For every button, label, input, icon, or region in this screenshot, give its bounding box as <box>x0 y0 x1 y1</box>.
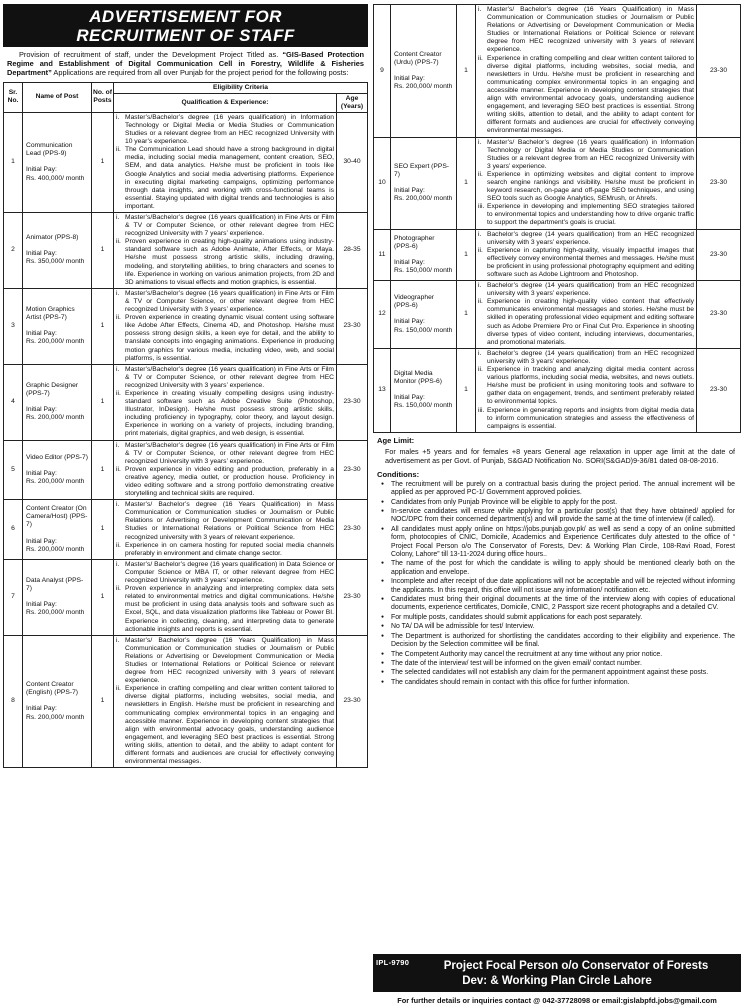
qualification-text: Master’s/Bachelor’s degree (16 years qualification) in Fine Arts or Film & TV or Computer Science, or other relevant degree from HEC recognized University with 3 years’ experience. <box>125 365 334 389</box>
condition-item: ● In-service candidates will ensure while applying for a particular post(s) that they have obtained/ applied for NOC/DPC from their concerned department(s) and will provide the same at the time of interview (if called). <box>381 507 735 525</box>
job-qualifications <box>476 348 697 432</box>
footer-contact: For further details or inquiries contact @ 042-37728098 or email:gislabpfd.jobs@gmail.com <box>397 996 717 1005</box>
job-pay-label: Initial Pay: <box>26 406 57 414</box>
intro-pre: Provision of recruitment of staff, under the Development Project Titled as. <box>19 50 279 59</box>
job-age-range: 23-30 <box>337 500 368 560</box>
qualification-item <box>116 238 334 287</box>
job-posts-count: 1 <box>92 112 114 212</box>
job-pay-label: Initial Pay: <box>394 258 425 266</box>
qualification-numeral: ii. <box>478 246 483 254</box>
job-sr-number: 7 <box>4 559 23 635</box>
footer-line-2: Dev: & Working Plan Circle Lahore <box>462 975 652 987</box>
job-posts-count: 1 <box>92 213 114 289</box>
qualification-text: Proven experience in creating dynamic visual content using software like Adobe After Effects, Cinema 4D, and Photoshop. He/she must possess strong design skills, a keen eye for detail, and the ability to translate concepts into engaging animations. Experience in producing motion graphics for various media, including video, web, and social platforms, is essential. <box>125 314 334 362</box>
job-pay: Rs. 400,000/ month <box>26 174 85 182</box>
job-name-cell <box>23 559 92 635</box>
job-post-name: Photographer (PPS-6) <box>394 234 435 250</box>
job-pay: Rs. 200,000/ month <box>26 609 85 617</box>
job-posts-count: 1 <box>92 500 114 560</box>
job-pay: Rs. 200,000/ month <box>26 545 85 553</box>
qualification-item <box>116 542 334 558</box>
qualification-text: Experience in creating high-quality video content that effectively communicates environmental messages and stories. He/she must be skilled in operating professional video equipment and editing software such as Adobe Premiere Pro or Final Cut Pro. Experience in shooting diverse types of video content, including interviews, documentaries, and promotional materials. <box>487 298 694 346</box>
qualification-text: Proven experience in creating high-quality animations using industry-standard software such as Adobe Animate, After Effects, or Maya. He/she must possess strong artistic skills, including drawing, modeling, and storytelling abilities, to bring characters and scenes to life. Experience in working on various animation projects, from 2D and 3D animations to visual effects and motion graphics, is essential. <box>125 238 334 286</box>
qualification-item <box>478 231 694 247</box>
qualification-item <box>478 139 694 171</box>
job-age-range: 23-30 <box>697 229 741 281</box>
qualification-item <box>116 561 334 585</box>
job-qualifications <box>476 5 697 138</box>
job-posts-count: 1 <box>92 635 114 768</box>
qualification-item <box>478 298 694 347</box>
qualification-numeral: ii. <box>116 314 121 322</box>
job-qualifications <box>114 500 337 560</box>
qualification-item <box>116 501 334 541</box>
job-pay: Rs. 200,000/ month <box>26 713 85 721</box>
qualification-numeral: ii. <box>116 541 121 549</box>
footer-bar <box>373 956 741 992</box>
job-sr-number: 1 <box>4 112 23 212</box>
project-title: “GIS-Based Protection Regime and Establishment of Digital Communication Cell in Forestry, Wildlife & Fisheries Department” <box>7 50 364 78</box>
left-column <box>3 4 368 1008</box>
qualification-text: Bachelor’s degree (14 years qualification) from an HEC recognized university with 3 years’ experience. <box>487 282 694 298</box>
job-pay: Rs. 200,000/ month <box>394 82 453 90</box>
qualification-numeral: ii. <box>116 685 121 693</box>
job-sr-number: 9 <box>374 5 391 138</box>
job-pay: Rs. 350,000/ month <box>26 258 85 266</box>
ipl-number: IPL-9790 <box>376 958 410 967</box>
qualification-numeral: i. <box>116 441 120 449</box>
qualification-item <box>116 390 334 439</box>
job-post-name: Video Editor (PPS-7) <box>26 453 88 461</box>
condition-item: ● The selected candidates will not establish any claim for the permanent appointment against these posts. <box>381 668 735 677</box>
qualification-numeral: iii. <box>478 203 485 211</box>
job-posts-count: 1 <box>457 137 476 229</box>
job-post-name: Data Analyst (PPS-7) <box>26 577 84 593</box>
job-row <box>374 281 741 349</box>
qualification-numeral: i. <box>116 113 120 121</box>
qualification-numeral: i. <box>478 282 482 290</box>
footer-line-1: Project Focal Person o/o Conservator of Forests <box>443 960 709 972</box>
condition-item: ● Candidates must bring their original documents at the time of the interview along with copies of educational documents, experience certificates, Domicile, CNIC, 2 Passport size recent photographs and a detailed CV. <box>381 595 735 613</box>
job-sr-number: 5 <box>4 440 23 500</box>
job-name-cell <box>23 288 92 364</box>
qualification-item <box>478 366 694 406</box>
job-age-range: 28-35 <box>337 213 368 289</box>
job-age-range: 23-30 <box>697 5 741 138</box>
qualification-text: Master’s/ Bachelor’s degree (16 Years Qualification) in Mass Communication or Communication studies or Journalism or Public Relations or Advertising or Development Communication or Media Studies or International Relations or Political Science or relevant degree from HEC recognized university with 3 years of relevant experience. <box>125 636 334 685</box>
qualification-text: Master’s/ Bachelor’s degree (16 years qualification) in Information Technology or Digital Media or Media Studies or Communication Studies or a relevant degree from an HEC recognized University with 3 years’ experience. <box>487 138 694 170</box>
conditions-title: Conditions: <box>377 469 420 479</box>
job-row <box>4 288 368 364</box>
job-age-range: 23-30 <box>337 635 368 768</box>
job-pay-label: Initial Pay: <box>26 250 57 258</box>
qualification-item <box>116 114 334 146</box>
qualification-numeral: ii. <box>478 170 483 178</box>
qualification-text: Bachelor’s degree (14 years qualification) from an HEC recognized university with 3 years’ experience. <box>487 230 694 246</box>
qualification-text: Experience in on camera hosting for reputed social media channels preferably in environment and climate change sector. <box>125 541 334 557</box>
job-posts-count: 1 <box>457 229 476 281</box>
qualification-text: Experience in optimizing websites and digital content to improve search engine rankings and visibility. He/she must be proficient in keyword research, on-page and off-page SEO techniques, and using SEO tools such as Google Analytics, SEMrush, or Ahrefs. <box>487 170 694 203</box>
header-age: Age (Years) <box>337 93 368 112</box>
job-pay-label: Initial Pay: <box>394 74 425 82</box>
job-pay-label: Initial Pay: <box>394 318 425 326</box>
job-pay-label: Initial Pay: <box>394 187 425 195</box>
job-name-cell <box>391 229 457 281</box>
qualification-item <box>116 637 334 686</box>
job-name-cell <box>23 635 92 768</box>
header-qualification: Qualification & Experience: <box>114 93 337 112</box>
qualification-text: Master’s/ Bachelor’s degree (16 years qualification) in Data Science or Computer Science or MBA IT, or other relevant degree from HEC recognized University with 3 years’ experience. <box>125 560 334 585</box>
qualification-item <box>116 146 334 211</box>
qualification-item <box>116 214 334 238</box>
job-qualifications <box>114 559 337 635</box>
job-post-name: Animator (PPS-8) <box>26 234 79 242</box>
job-post-name: Content Creator (Urdu) (PPS-7) <box>394 50 442 66</box>
job-post-name: Videographer (PPS-6) <box>394 294 435 310</box>
condition-item: ● The date of the interview/ test will be informed on the given email/ contact number. <box>381 659 735 668</box>
job-posts-count: 1 <box>92 288 114 364</box>
job-posts-count: 1 <box>92 364 114 440</box>
job-qualifications <box>476 137 697 229</box>
job-posts-count: 1 <box>457 281 476 349</box>
banner-line-1: ADVERTISEMENT FOR <box>89 7 282 26</box>
qualification-numeral: i. <box>116 289 120 297</box>
qualification-item <box>116 466 334 498</box>
job-pay: Rs. 150,000/ month <box>394 266 453 274</box>
job-post-name: Content Creator (On Camera/Host) (PPS-7) <box>26 505 88 529</box>
job-row <box>4 112 368 212</box>
jobs-table-left-body <box>4 112 368 767</box>
qualification-text: Master’s/Bachelor’s degree (16 years qualification) in Information Technology or Digital Media or Media Studies or Communication Studies or a relevant degree from an HEC recognized University with 10 year’s experience. <box>125 113 334 146</box>
job-name-cell <box>23 364 92 440</box>
job-pay-label: Initial Pay: <box>26 166 57 174</box>
header-name: Name of Post <box>23 82 92 112</box>
intro-paragraph <box>3 47 368 82</box>
qualification-text: Experience in creating visually compelling designs using industry-standard software such as Adobe Creative Suite (Photoshop, Illustrator, InDesign). He/she must possess strong artistic skills, including proficiency in typography, color theory, and layout design. Experience in working on a variety of projects, including branding, print materials, digital graphics, and web design, is essential. <box>125 389 334 438</box>
qualification-numeral: iii. <box>478 406 485 414</box>
condition-item: ● The recruitment will be purely on a contractual basis during the project period. The annual increment will be applied as per approved PC-1/ Government approved policies. <box>381 480 735 498</box>
job-row <box>4 364 368 440</box>
jobs-table-left <box>3 82 368 769</box>
qualification-item <box>478 282 694 298</box>
qualification-text: Master’s/Bachelor’s degree (16 years qualification) in Fine Arts or Film & TV or Computer Science, or other relevant degree from HEC recognized University with 7 years’ experience. <box>125 214 334 238</box>
job-age-range: 23-30 <box>697 348 741 432</box>
job-pay-label: Initial Pay: <box>394 394 425 402</box>
job-sr-number: 11 <box>374 229 391 281</box>
job-post-name: SEO Expert (PPS-7) <box>394 162 450 178</box>
job-pay-label: Initial Pay: <box>26 469 57 477</box>
job-name-cell <box>391 348 457 432</box>
job-row <box>4 635 368 768</box>
job-row <box>374 229 741 281</box>
header-eligibility: Eligibility Criteria <box>114 82 368 93</box>
job-qualifications <box>476 281 697 349</box>
job-qualifications <box>476 229 697 281</box>
job-sr-number: 10 <box>374 137 391 229</box>
qualification-numeral: i. <box>116 365 120 373</box>
job-posts-count: 1 <box>457 348 476 432</box>
qualification-numeral: ii. <box>478 54 483 62</box>
condition-item: ● All candidates must apply online on https://jobs.punjab.gov.pk/ as well as send a copy of an online submitted form, photocopies of CNIC, Domicile, Academics and Experience Certificates duly attested to the office of “ Project Focal Person o/o The Conservator of Forests, Dev: & Working Plan Circle, 108-Ravi Road, Forest Colony, Lahore” till 13-11-2024 during office hours.. <box>381 525 735 560</box>
job-age-range: 23-30 <box>697 137 741 229</box>
qualification-item <box>478 55 694 136</box>
job-row <box>4 213 368 289</box>
qualification-item <box>478 247 694 279</box>
job-name-cell <box>23 112 92 212</box>
age-limit-text: For males +5 years and for females +8 years General age relaxation in upper age limit at the date of advertisement as per Govt. of Punjab, S&GAD Notification No. SORI(S&GAD)9-36/81 dated 08-08-2016. <box>385 446 735 465</box>
jobs-table-right-body <box>374 5 741 433</box>
qualification-numeral: ii. <box>116 389 121 397</box>
job-pay: Rs. 200,000/ month <box>26 477 85 485</box>
qualification-numeral: ii. <box>116 465 121 473</box>
job-post-name: Digital Media Monitor (PPS-6) <box>394 370 442 386</box>
job-pay: Rs. 200,000/ month <box>26 338 85 346</box>
qualification-item <box>116 366 334 390</box>
condition-item: ● For multiple posts, candidates should submit applications for each post separately. <box>381 613 735 622</box>
qualification-text: Experience in generating reports and insights from digital media data to inform communication strategies and assess the effectiveness of campaigns is essential. <box>487 406 694 430</box>
job-row <box>4 440 368 500</box>
conditions-list <box>373 480 741 687</box>
qualification-numeral: i. <box>478 6 482 13</box>
job-post-name: Content Creator (English) (PPS-7) <box>26 681 79 697</box>
qualification-text: Master’s/ Bachelor’s degree (16 Years Qualification) in Mass Communication or Communication studies or Journalism or Public Relations or Advertising or Development Communication or Media Studies or International Relations or Political Science or relevant degree from HEC recognized university with 3 years of relevant experience. <box>487 6 694 54</box>
right-column <box>373 4 741 1008</box>
qualification-text: Experience in crafting compelling and clear written content tailored to diverse digital platforms, including websites, social media, and newsletters in Urdu. He/she must be proficient in researching and communicating complex environmental topics in an engaging and accessible manner. Experience in developing content strategies that align with environmental advocacy goals, understanding audience engagement, and leveraging SEO best practices is essential. Strong writing skills, attention to detail, and the ability to adapt content for different formats and audiences are crucial for effectively conveying environmental messages. <box>487 54 694 135</box>
job-qualifications <box>114 635 337 768</box>
qualification-numeral: ii. <box>116 146 121 154</box>
qualification-numeral: i. <box>116 636 120 644</box>
qualification-numeral: ii. <box>116 238 121 246</box>
job-age-range: 30-40 <box>337 112 368 212</box>
qualification-numeral: i. <box>116 214 120 222</box>
qualification-text: The Communication Lead should have a strong background in digital media, including social media management, content creation, SEO, SEM, and data analytics. He/she must be proficient in tools like Google Analytics and social media advertising platforms. Experience in executing digital marketing campaigns, optimizing performance through data insights, and working with cross-functional teams is essential. Staying updated with digital trends and technologies is also important. <box>125 146 334 210</box>
job-pay: Rs. 200,000/ month <box>394 195 453 203</box>
job-age-range: 23-30 <box>337 364 368 440</box>
qualification-item <box>116 585 334 634</box>
condition-item: ● Incomplete and after receipt of due date applications will not be acceptable and will be rejected without informing the applicants. In this regard, this office will not issue any information/ notification etc. <box>381 577 735 595</box>
job-sr-number: 6 <box>4 500 23 560</box>
condition-item: ● The Department is authorized for shortlisting the candidates according to their eligibility and experience. The Decision by the Selection committee will be final. <box>381 632 735 650</box>
job-age-range: 23-30 <box>337 288 368 364</box>
job-row <box>374 348 741 432</box>
job-pay-label: Initial Pay: <box>26 601 57 609</box>
job-pay: Rs. 150,000/ month <box>394 402 453 410</box>
job-qualifications <box>114 112 337 212</box>
header-sr: Sr. No. <box>4 82 23 112</box>
qualification-text: Master’s/Bachelor’s degree (16 years qualification) in Fine Arts or Film & TV or Computer Science, or other relevant degree from HEC recognized University with 3 years’ experience. <box>125 289 334 314</box>
header-posts: No. of Posts <box>92 82 114 112</box>
job-qualifications <box>114 288 337 364</box>
job-posts-count: 1 <box>457 5 476 138</box>
qualification-text: Experience in developing and implementing SEO strategies tailored to environmental topics and understanding how to drive organic traffic to support the department’s goals is crucial. <box>487 203 694 227</box>
job-pay: Rs. 200,000/ month <box>26 414 85 422</box>
job-post-name: Graphic Designer (PPS-7) <box>26 381 79 398</box>
job-age-range: 23-30 <box>697 281 741 349</box>
condition-item: ● The candidates should remain in contact with this office for further information. <box>381 678 735 687</box>
qualification-numeral: i. <box>116 501 120 509</box>
job-row <box>374 5 741 138</box>
job-pay-label: Initial Pay: <box>26 537 57 545</box>
qualification-item <box>478 6 694 55</box>
qualification-numeral: i. <box>116 560 120 568</box>
job-pay: Rs. 150,000/ month <box>394 326 453 334</box>
job-name-cell <box>391 281 457 349</box>
qualification-numeral: ii. <box>478 298 483 306</box>
job-name-cell <box>23 500 92 560</box>
qualification-item <box>116 314 334 363</box>
job-sr-number: 2 <box>4 213 23 289</box>
job-post-name: Motion Graphics Artist (PPS-7) <box>26 306 75 322</box>
qualification-text: Experience in crafting compelling and clear written content tailored to diverse digital platforms, including websites, social media, and newsletters in English. He/she must be proficient in researching and communicating complex environmental topics in an engaging and accessible manner. Experience in developing content strategies that align with environmental advocacy goals, understanding audience engagement, and leveraging SEO best practices is essential. Strong writing skills, attention to detail, and the ability to adapt content for different formats and audiences are crucial for effectively conveying environmental messages. <box>125 685 334 766</box>
job-qualifications <box>114 213 337 289</box>
qualification-item <box>478 203 694 227</box>
job-name-cell <box>23 213 92 289</box>
condition-item: ● Candidates from only Punjab Province will be eligible to apply for the post. <box>381 498 735 507</box>
job-row <box>374 137 741 229</box>
age-limit-title: Age Limit: <box>377 435 415 445</box>
qualification-text: Bachelor’s degree (14 years qualification) from an HEC recognized university with 3 years’ experience. <box>487 349 694 365</box>
job-sr-number: 12 <box>374 281 391 349</box>
qualification-item <box>478 407 694 431</box>
qualification-text: Experience in tracking and analyzing digital media content across various platforms, including social media, websites, and news outlets. He/she must be proficient in using monitoring tools and software to gather data on engagement, trends, and sentiment preferably related to environmental topics. <box>487 366 694 406</box>
qualification-numeral: i. <box>478 138 482 146</box>
qualification-text: Master’s/ Bachelor’s degree (16 Years Qualification) in Mass Communication or Communication studies or Journalism or Public Relations or Advertising or Development Communication or Media Studies or International Relations or Political Science from HEC recognized university with 3 years of relevant experience. <box>125 501 334 541</box>
job-name-cell <box>391 137 457 229</box>
job-post-name: Communication Lead (PPS-9) <box>26 142 73 158</box>
job-row <box>4 559 368 635</box>
job-sr-number: 13 <box>374 348 391 432</box>
qualification-numeral: ii. <box>116 585 121 593</box>
qualification-item <box>116 442 334 466</box>
job-sr-number: 8 <box>4 635 23 768</box>
job-posts-count: 1 <box>92 559 114 635</box>
job-qualifications <box>114 364 337 440</box>
job-name-cell <box>23 440 92 500</box>
job-pay-label: Initial Pay: <box>26 330 57 338</box>
qualification-numeral: i. <box>478 230 482 238</box>
banner <box>3 4 368 47</box>
job-age-range: 23-30 <box>337 440 368 500</box>
qualification-text: Proven experience in video editing and production, preferably in a creative agency, media outlet, or production house. Proficiency in video editing software and a strong portfolio demonstrating creative storytelling and technical skills are required. <box>125 465 334 498</box>
job-qualifications <box>114 440 337 500</box>
banner-line-2: RECRUITMENT OF STAFF <box>76 26 295 45</box>
condition-item: ● The name of the post for which the candidate is willing to apply should be mentioned clearly both on the application and envelope. <box>381 559 735 577</box>
qualification-numeral: ii. <box>478 366 483 374</box>
qualification-text: Proven experience in analyzing and interpreting complex data sets related to environmental metrics and digital communications. He/she must be proficient in using data analysis tools and software such as Excel, SQL, and data visualization platforms like Tableau or Power BI. Experience in collecting, cleaning, and interpreting data to generate actionable insights and reports is essential. <box>125 585 334 633</box>
qualification-text: Master’s/Bachelor’s degree (16 years qualification) in Fine Arts or Film & TV or Computer Science, or other relevant degree from HEC recognized University with 3 years’ experience. <box>125 441 334 465</box>
qualification-item <box>116 685 334 766</box>
footer <box>373 954 741 1008</box>
job-age-range: 23-30 <box>337 559 368 635</box>
job-sr-number: 4 <box>4 364 23 440</box>
job-name-cell <box>391 5 457 138</box>
condition-item: ● The Competent Authority may cancel the recruitment at any time without any prior notice. <box>381 650 735 659</box>
qualification-item <box>478 171 694 203</box>
job-pay-label: Initial Pay: <box>26 705 57 713</box>
qualification-numeral: i. <box>478 349 482 357</box>
jobs-table-right <box>373 4 741 433</box>
condition-item: ● No TA/ DA will be admissible for test/ Interview. <box>381 622 735 631</box>
qualification-item <box>116 290 334 314</box>
job-posts-count: 1 <box>92 440 114 500</box>
qualification-item <box>478 350 694 366</box>
intro-post: Applications are required from all over Punjab for the project period for the following posts: <box>53 68 349 78</box>
qualification-text: Experience in capturing high-quality, visually impactful images that effectively convey environmental themes and messages. He/she must be proficient in using professional photography equipment and editing software such as Adobe Lightroom and Photoshop. <box>487 246 694 278</box>
job-row <box>4 500 368 560</box>
job-sr-number: 3 <box>4 288 23 364</box>
